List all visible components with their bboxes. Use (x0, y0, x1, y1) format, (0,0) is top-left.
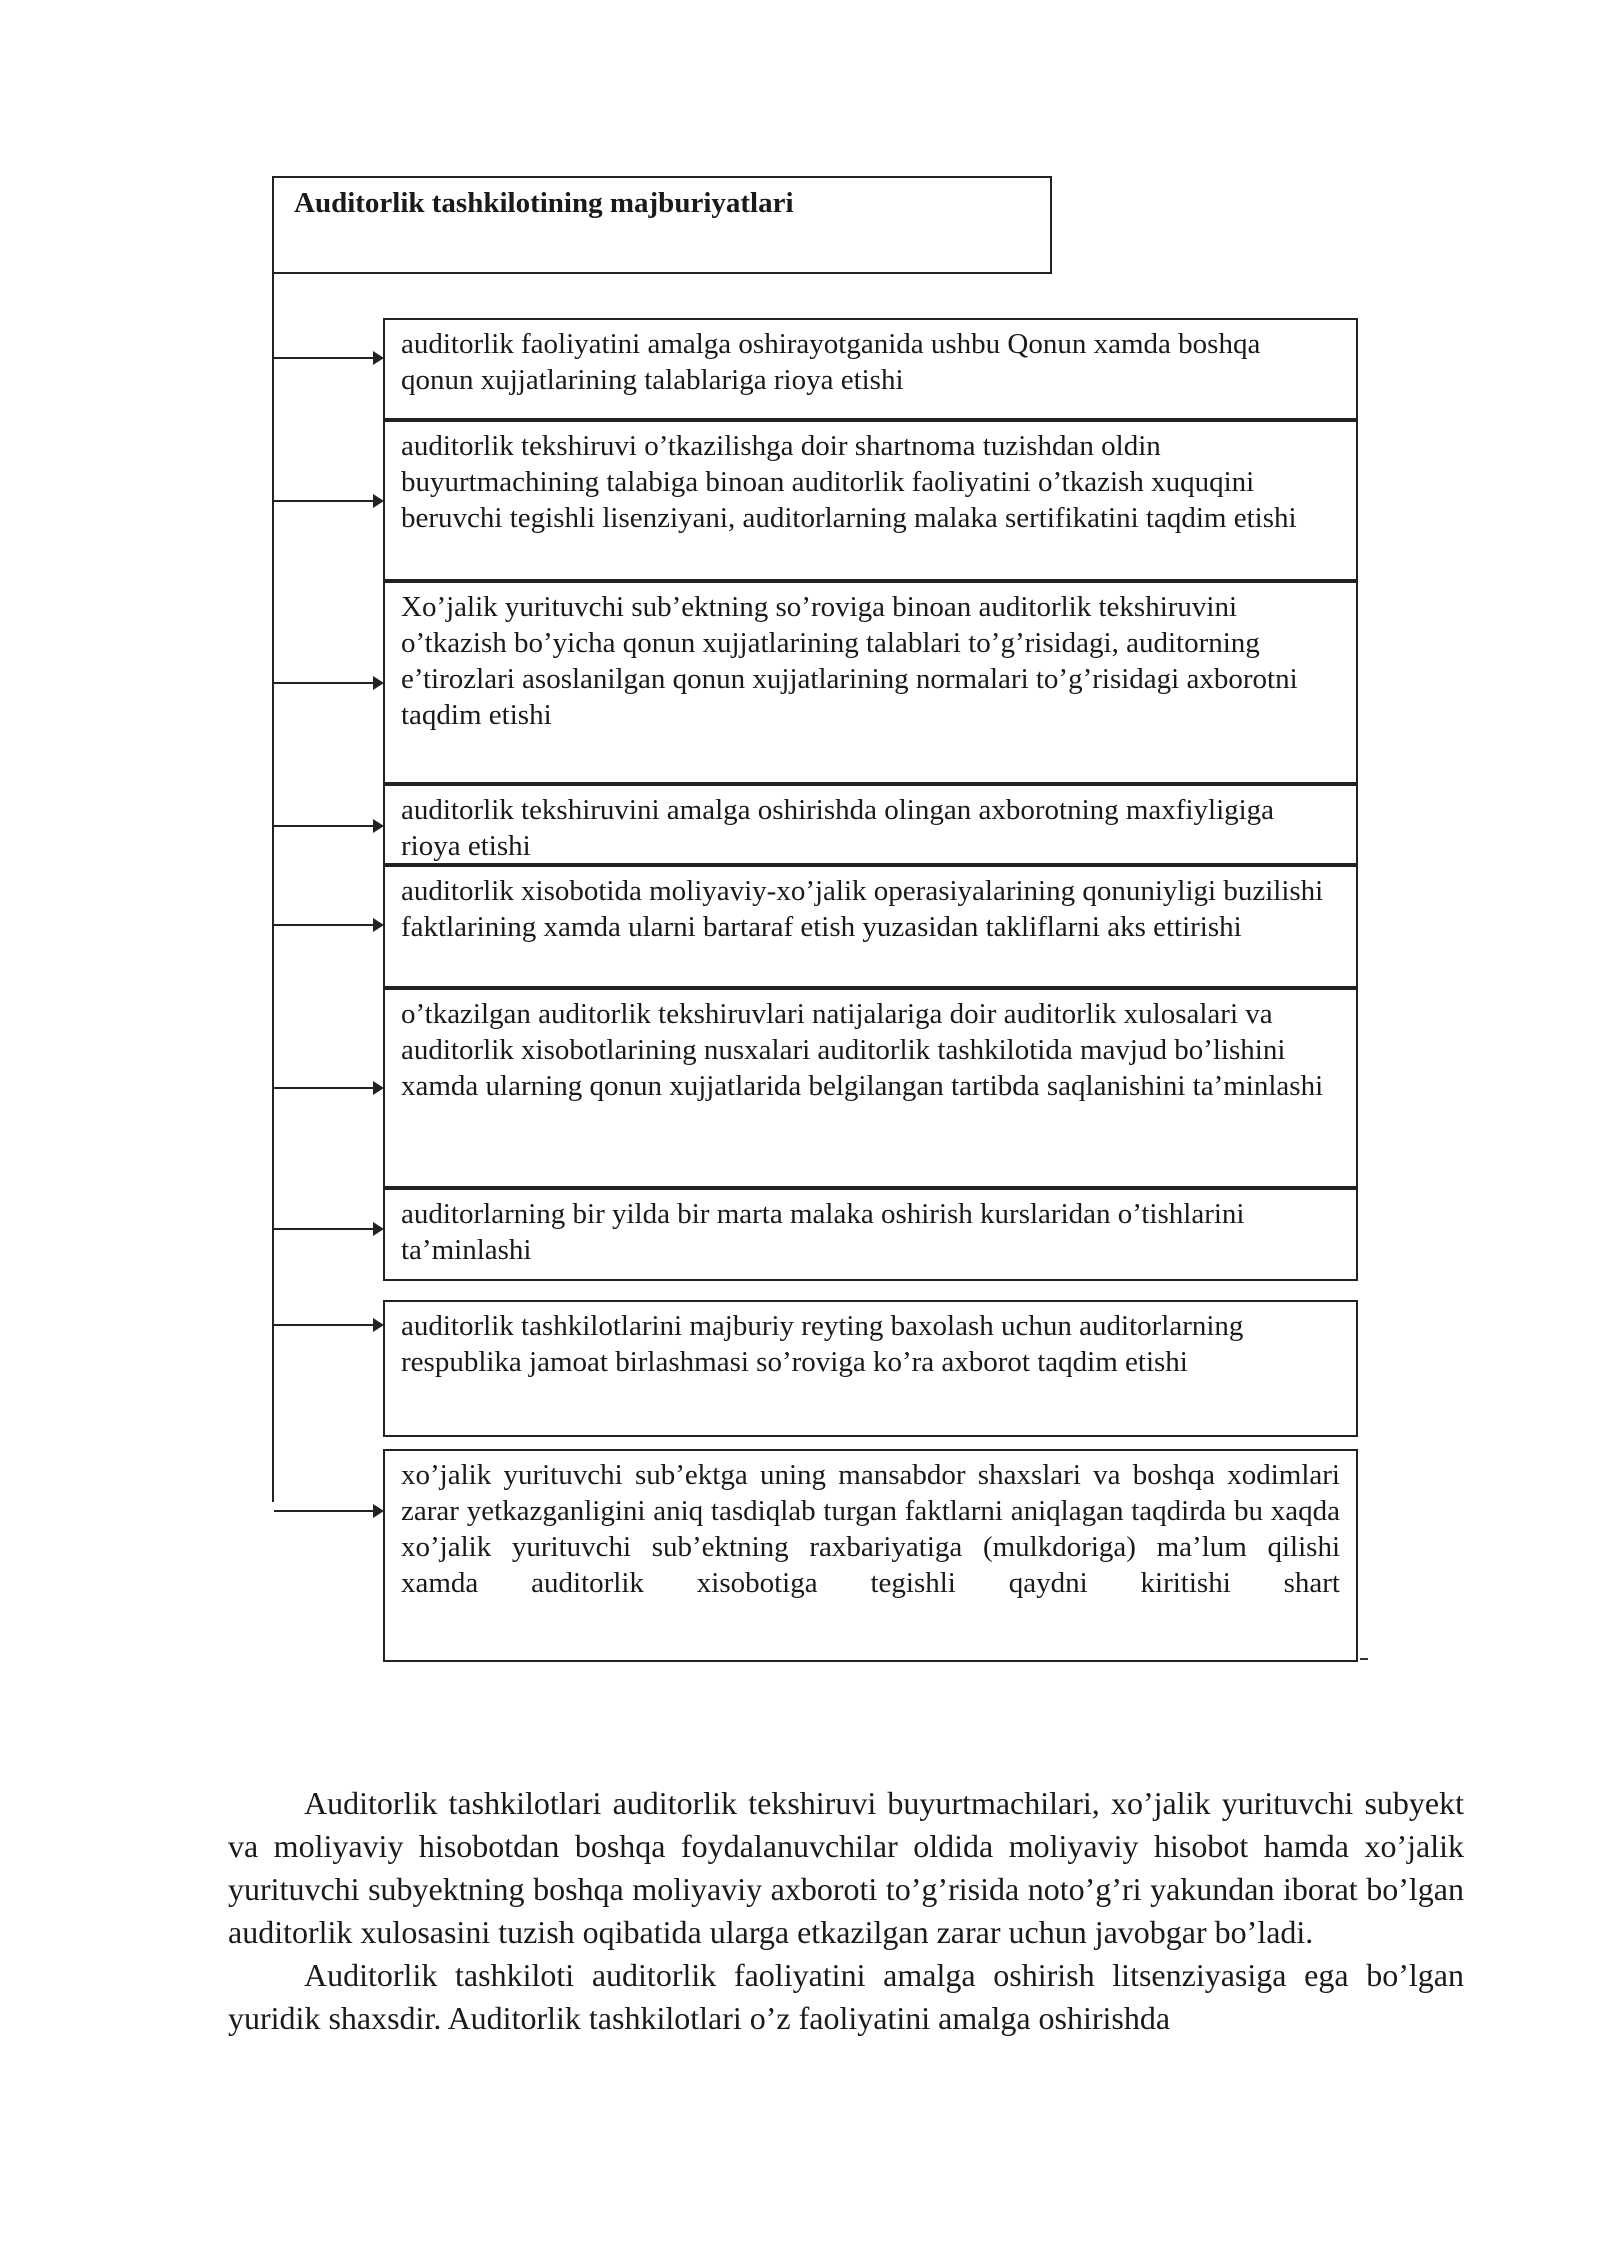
stray-dash (1360, 1658, 1368, 1660)
arrow-connector (274, 825, 374, 827)
obligation-item: auditorlik faoliyatini amalga oshirayotganida ushbu Qonun xamda boshqa qonun xujjatlarining talablariga rioya etishi (383, 318, 1358, 420)
connector-trunk (272, 274, 274, 1502)
arrow-connector (274, 357, 374, 359)
arrow-connector (274, 1228, 374, 1230)
arrow-connector (274, 924, 374, 926)
paragraph: Auditorlik tashkilotlari auditorlik tekshiruvi buyurtmachilari, xo’jalik yurituvchi subyekt va moliyaviy hisobotdan boshqa foydalanuvchilar oldida moliyaviy hisobot hamda xo’jalik yurituvchi subyektning boshqa moliyaviy axboroti to’g’risida noto’g’ri yakundan iborat bo’lgan auditorlik xulosasini tuzish oqibatida ularga etkazilgan zarar uchun javobgar bo’ladi. (228, 1785, 1464, 1950)
body-text (228, 1782, 1464, 2040)
obligation-item: o’tkazilgan auditorlik tekshiruvlari natijalariga doir auditorlik xulosalari va auditorlik xisobotlarining nusxalari auditorlik tashkilotida mavjud bo’lishini xamda ularning qonun xujjatlarida belgilangan tartibda saqlanishini ta’minlashi (383, 988, 1358, 1188)
diagram-title: Auditorlik tashkilotining majburiyatlari (294, 187, 794, 219)
obligation-item: auditorlik xisobotida moliyaviy-xo’jalik operasiyalarining qonuniyligi buzilishi faktlarining xamda ularni bartaraf etish yuzasidan takliflarni aks ettirishi (383, 865, 1358, 988)
paragraph: Auditorlik tashkiloti auditorlik faoliyatini amalga oshirish litsenziyasiga ega bo’lgan yuridik shaxsdir. Auditorlik tashkilotlari o’z faoliyatini amalga oshirishda (228, 1957, 1464, 2036)
obligation-item: auditorlarning bir yilda bir marta malaka oshirish kurslaridan o’tishlarini ta’minlashi (383, 1188, 1358, 1281)
obligation-item: auditorlik tekshiruvi o’tkazilishga doir shartnoma tuzishdan oldin buyurtmachining talabiga binoan auditorlik faoliyatini o’tkazish xuquqini beruvchi tegishli lisenziyani, auditorlarning malaka sertifikatini taqdim etishi (383, 420, 1358, 581)
obligation-item: xo’jalik yurituvchi sub’ektga uning mansabdor shaxslari va boshqa xodimlari zarar yetkazganligini aniq tasdiqlab turgan faktlarni aniqlagan taqdirda bu xaqda xo’jalik yurituvchi sub’ektning raxbariyatiga (mulkdoriga) ma’lum qilishi xamda auditorlik xisobotiga tegishli qaydni kiritishi shart (383, 1449, 1358, 1662)
obligation-item: auditorlik tekshiruvini amalga oshirishda olingan axborotning maxfiyligiga rioya etishi (383, 784, 1358, 865)
obligation-item: auditorlik tashkilotlarini majburiy reyting baxolash uchun auditorlarning respublika jamoat birlashmasi so’roviga ko’ra axborot taqdim etishi (383, 1300, 1358, 1437)
obligation-item: Xo’jalik yurituvchi sub’ektning so’roviga binoan auditorlik tekshiruvini o’tkazish bo’yicha qonun xujjatlarining talablari to’g’risidagi, auditorning e’tirozlari asoslanilgan qonun xujjatlarining normalari to’g’risidagi axborotni taqdim etishi (383, 581, 1358, 784)
arrow-connector (274, 1087, 374, 1089)
arrow-connector (274, 682, 374, 684)
diagram-title-box (272, 176, 1052, 274)
arrow-connector (274, 1510, 374, 1512)
arrow-connector (274, 500, 374, 502)
arrow-connector (274, 1324, 374, 1326)
